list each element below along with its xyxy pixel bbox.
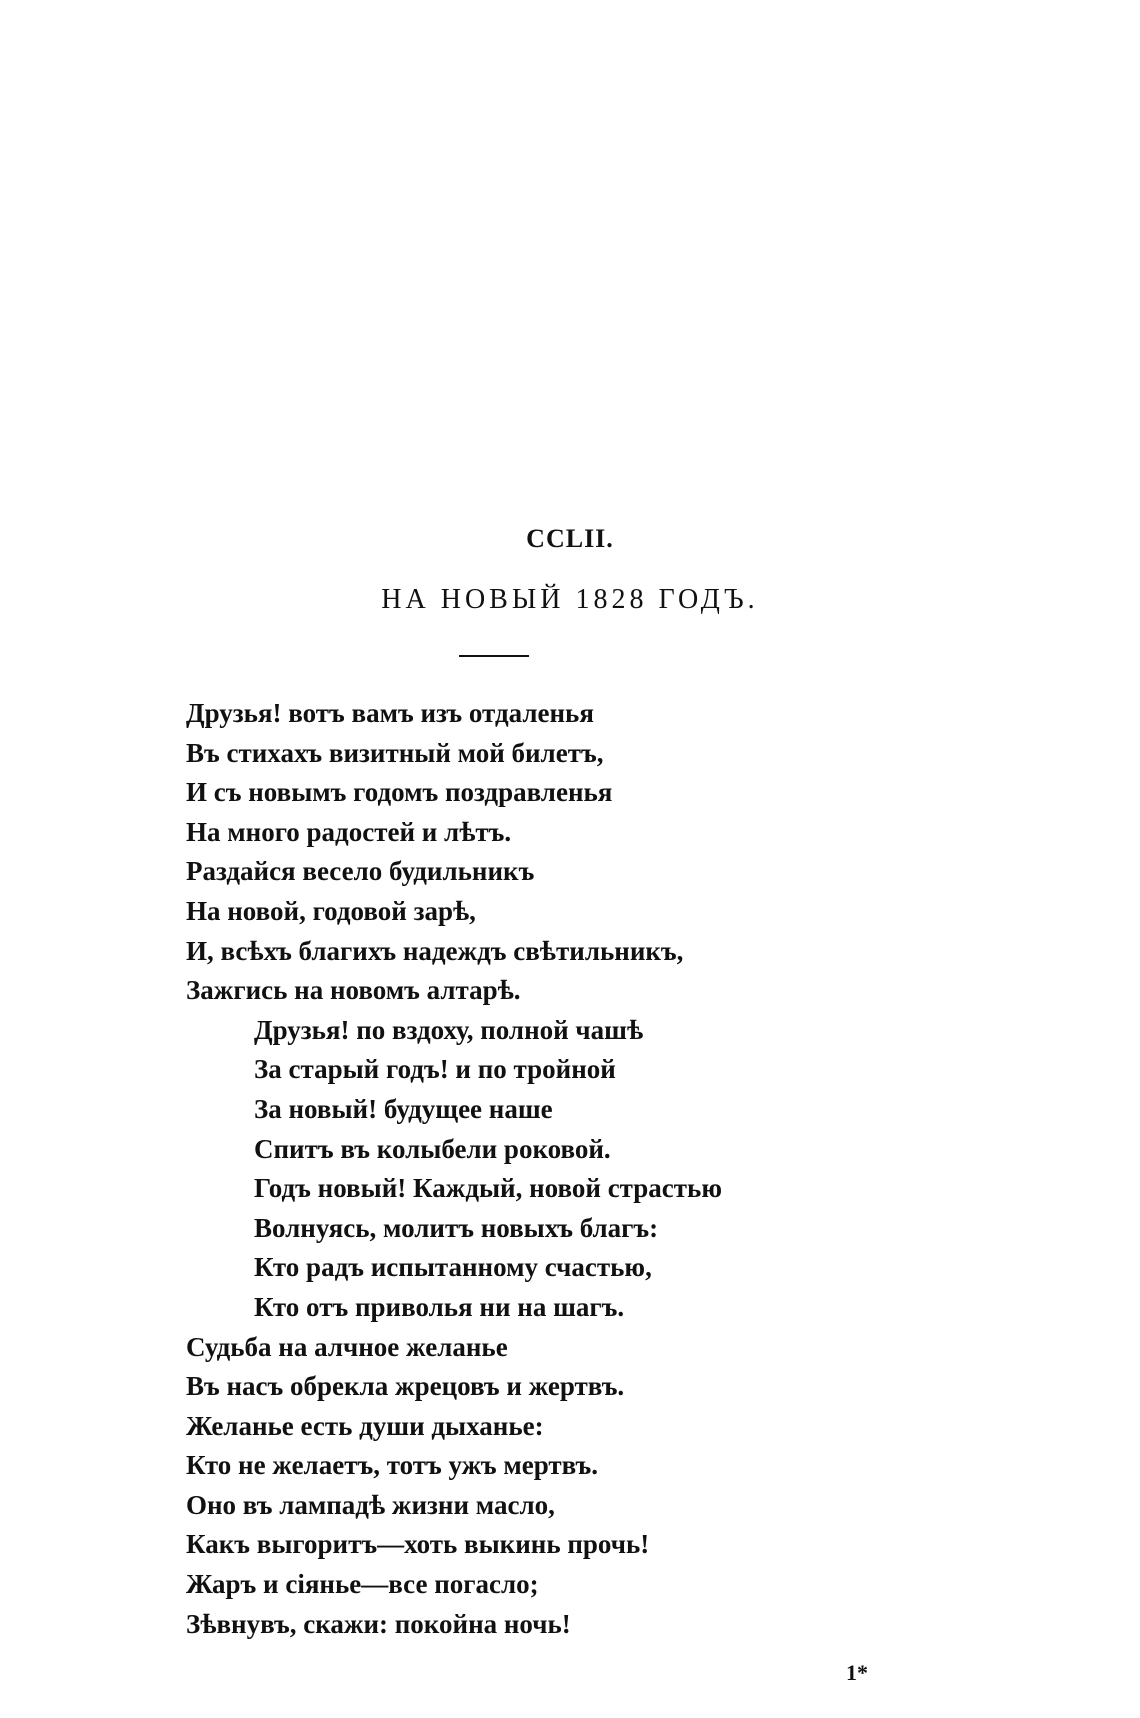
poem-line: Оно въ лампадѣ жизни масло, <box>186 1489 555 1520</box>
signature-mark: 1* <box>846 1660 868 1685</box>
poem-line: Волнуясь, молитъ новыхъ благъ: <box>254 1212 659 1243</box>
poem-line: Кто отъ приволья ни на шагъ. <box>254 1291 625 1322</box>
poem-line: Судьба на алчное желанье <box>186 1331 508 1362</box>
poem-line: Кто радъ испытанному счастью, <box>254 1252 652 1283</box>
poem-line: За старый годъ! и по тройной <box>254 1054 616 1085</box>
poem-line: Друзья! вотъ вамъ изъ отдаленья <box>186 698 594 728</box>
poem-line: И, всѣхъ благихъ надеждъ свѣтильникъ, <box>186 935 684 966</box>
poem-line: И съ новымъ годомъ поздравленья <box>186 777 613 808</box>
poem-line: Какъ выгоритъ—хоть выкинь прочь! <box>186 1529 650 1560</box>
poem-line: На новой, годовой зарѣ, <box>186 895 476 926</box>
poem-line: Кто не желаетъ, тотъ ужъ мертвъ. <box>186 1450 599 1481</box>
poem-line: Въ насъ обрекла жрецовъ и жертвъ. <box>186 1371 625 1402</box>
poem-line: Друзья! по вздоху, полной чашѣ <box>254 1014 644 1045</box>
poem-line: Спитъ въ колыбели роковой. <box>254 1133 611 1164</box>
poem-title: НА НОВЫЙ 1828 ГОДЪ. <box>381 584 759 615</box>
poem-line: Зажгись на новомъ алтарѣ. <box>186 975 521 1006</box>
poem-line: Годъ новый! Каждый, новой страстью <box>254 1173 722 1204</box>
poem-line: Въ стихахъ визитный мой билетъ, <box>186 737 604 768</box>
poem-number: CCLII. <box>526 524 614 553</box>
poem-line: На много радостей и лѣтъ. <box>186 816 512 847</box>
poem-line: Раздайся весело будильникъ <box>186 856 535 887</box>
poem-line: За новый! будущее наше <box>254 1093 553 1124</box>
poem-body <box>186 694 1086 1644</box>
title-divider <box>459 655 529 657</box>
poem-line: Жаръ и сіянье—все погасло; <box>186 1569 539 1600</box>
poem-line: Желанье есть души дыханье: <box>186 1410 544 1441</box>
poem-line: Зѣвнувъ, скажи: покойна ночь! <box>186 1608 571 1639</box>
